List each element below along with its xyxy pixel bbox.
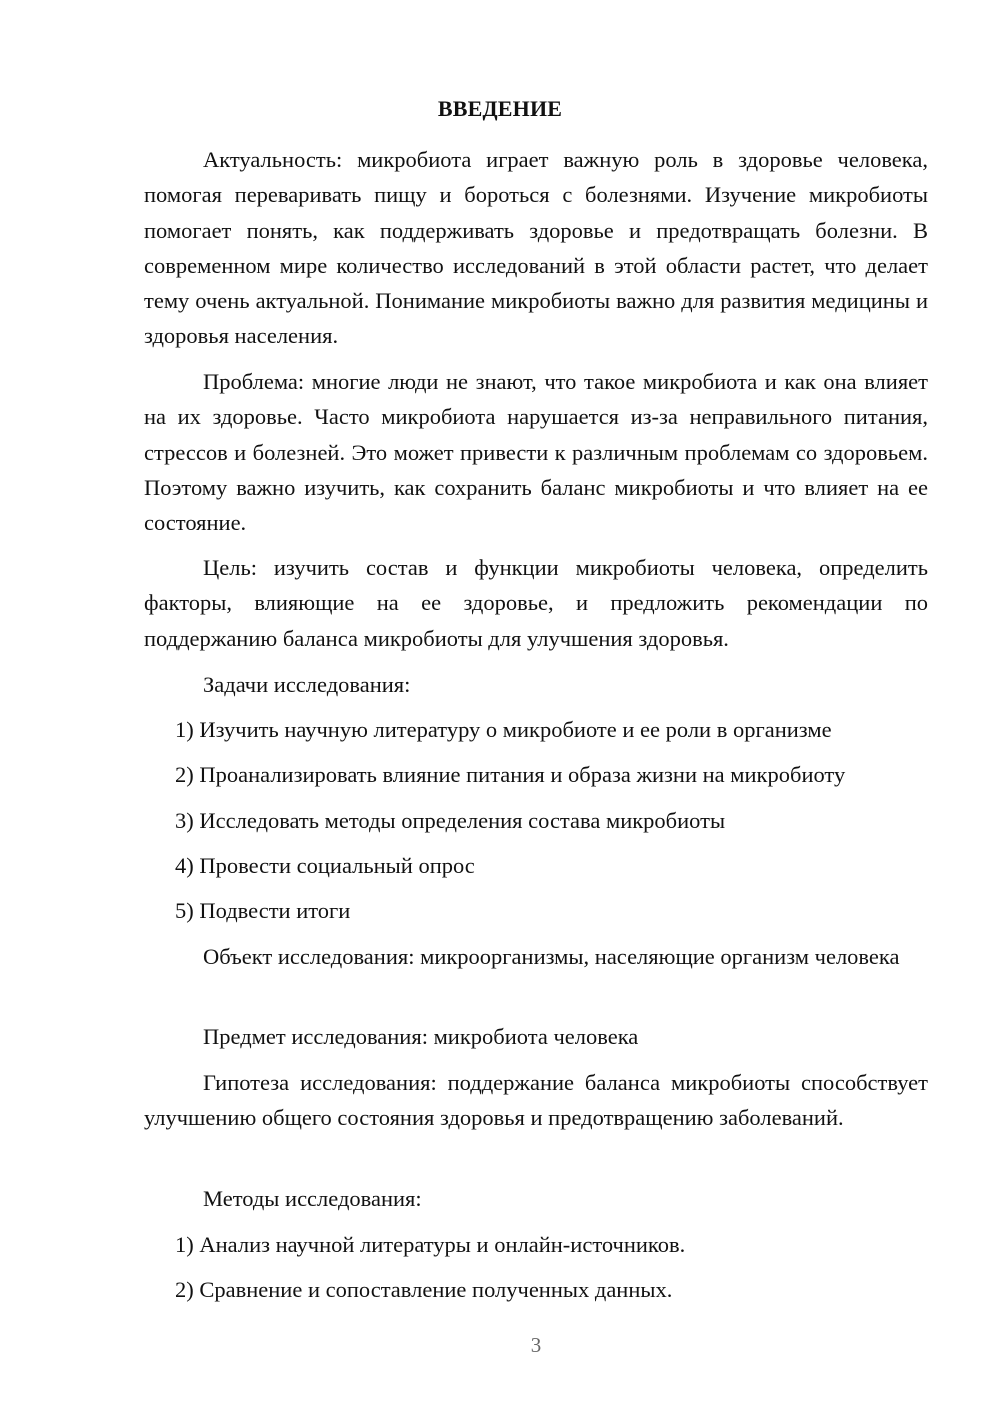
section-heading: ВВЕДЕНИЕ bbox=[437, 96, 563, 121]
task-item: 2) Проанализировать влияние питания и образа жизни на микробиоту bbox=[175, 762, 846, 787]
goal-paragraph: Цель: изучить состав и функции микробиоты человека, определить факторы, влияющие на ее здоровье, и предложить рекомендации по поддержанию баланса микробиоты для улучшения здоровья. bbox=[144, 555, 928, 651]
method-item: 1) Анализ научной литературы и онлайн-источников. bbox=[175, 1232, 686, 1257]
task-item: 3) Исследовать методы определения состава микробиоты bbox=[175, 808, 726, 833]
task-item: 1) Изучить научную литературу о микробиоте и ее роли в организме bbox=[175, 717, 832, 742]
method-item: 2) Сравнение и сопоставление полученных данных. bbox=[175, 1277, 673, 1302]
task-item: 4) Провести социальный опрос bbox=[175, 853, 475, 878]
problem-paragraph: Проблема: многие люди не знают, что такое микробиота и как она влияет на их здоровье. Часто микробиота нарушается из-за неправильного питания, стрессов и болезней. Это может привести к различным проблемам со здоровьем. Поэтому важно изучить, как сохранить баланс микробиоты и что влияет на ее состояние. bbox=[144, 369, 928, 536]
relevance-paragraph: Актуальность: микробиота играет важную роль в здоровье человека, помогая переваривать пищу и бороться с болезнями. Изучение микробиоты помогает понять, как поддерживать здоровье и предотвращать болезни. В современном мире количество исследований в этой области растет, что делает тему очень актуальной. Понимание микробиоты важно для развития медицины и здоровья населения. bbox=[144, 147, 928, 349]
hypothesis-paragraph: Гипотеза исследования: поддержание баланса микробиоты способствует улучшению общего состояния здоровья и предотвращению заболеваний. bbox=[144, 1070, 928, 1131]
page-number: 3 bbox=[530, 1333, 542, 1357]
methods-label: Методы исследования: bbox=[203, 1186, 422, 1211]
subject-line: Предмет исследования: микробиота человека bbox=[203, 1024, 639, 1049]
tasks-label: Задачи исследования: bbox=[203, 672, 411, 697]
task-item: 5) Подвести итоги bbox=[175, 898, 351, 923]
object-paragraph: Объект исследования: микроорганизмы, населяющие организм человека bbox=[203, 944, 900, 969]
